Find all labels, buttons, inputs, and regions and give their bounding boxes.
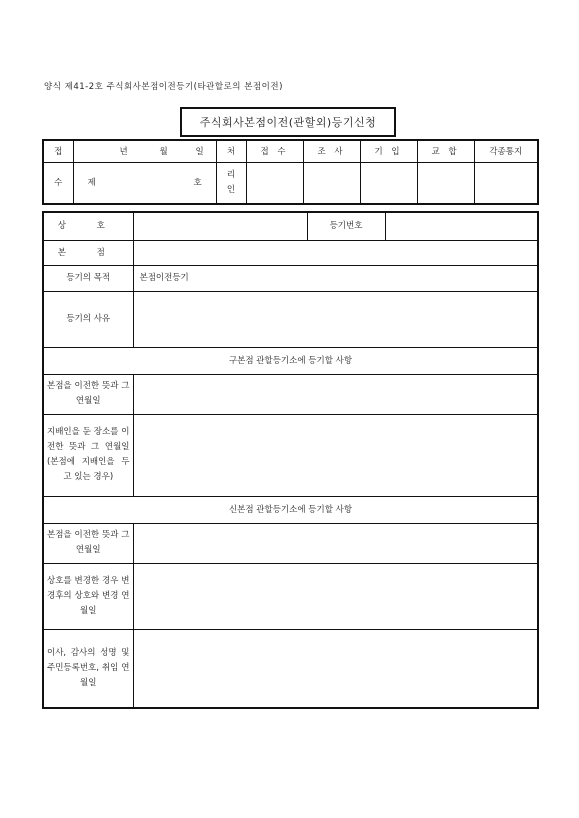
col-jeopsu: 접 수 <box>246 140 303 163</box>
head-office-field[interactable] <box>133 240 538 265</box>
main-table <box>42 211 539 709</box>
form-title <box>180 107 396 137</box>
directors-label: 이사, 감사의 성명 및 주민등록번호, 취임 연월일 <box>43 629 133 708</box>
purpose-label: 등기의 목적 <box>43 265 133 291</box>
col-notice: 각종통지 <box>474 140 538 163</box>
receipt-processing-in: 인 <box>226 185 236 196</box>
manager-move-field[interactable] <box>133 414 538 496</box>
cell-notice[interactable] <box>474 163 538 204</box>
reg-number-label: 등기번호 <box>307 212 385 240</box>
col-josa: 조 사 <box>303 140 360 163</box>
col-gyohap: 교 합 <box>417 140 474 163</box>
receipt-number <box>73 163 216 204</box>
cell-giip[interactable] <box>360 163 417 204</box>
reg-number-field[interactable] <box>385 212 538 240</box>
receipt-ho: 호 <box>193 178 202 189</box>
receipt-day: 일 <box>195 146 204 157</box>
receipt-date <box>73 140 216 163</box>
receipt-su: 수 <box>43 163 73 204</box>
name-change-field[interactable] <box>133 563 538 629</box>
new-move-label: 본점을 이전한 뜻과 그 연월일 <box>43 523 133 563</box>
receipt-year: 년 <box>119 146 128 157</box>
receipt-je: 제 <box>87 178 96 189</box>
receipt-processing-1: 처 <box>216 140 246 163</box>
old-office-section-header: 구본점 관할등기소에 등기할 사항 <box>43 347 538 374</box>
trade-name-label: 상 호 <box>43 212 133 240</box>
col-giip: 기 입 <box>360 140 417 163</box>
form-code: 양식 제41-2호 주식회사본점이전등기(타관할로의 본점이전) <box>44 82 283 92</box>
old-move-label: 본점을 이전한 뜻과 그 연월일 <box>43 374 133 414</box>
purpose-field[interactable]: 본점이전등기 <box>133 265 538 291</box>
receipt-jeop: 접 <box>43 140 73 163</box>
new-move-field[interactable] <box>133 523 538 563</box>
name-change-label: 상호를 변경한 경우 변경후의 상호와 변경 연월일 <box>43 563 133 629</box>
cell-gyohap[interactable] <box>417 163 474 204</box>
directors-field[interactable] <box>133 629 538 708</box>
cell-jeopsu[interactable] <box>246 163 303 204</box>
new-office-section-header: 신본점 관할등기소에 등기할 사항 <box>43 496 538 523</box>
receipt-month: 월 <box>159 146 168 157</box>
receipt-processing-2 <box>216 163 246 204</box>
head-office-label: 본 점 <box>43 240 133 265</box>
receipt-processing-ri: 리 <box>226 170 236 181</box>
trade-name-field[interactable] <box>133 212 307 240</box>
form-title-text: 주식회사본점이전(관할외)등기신청 <box>199 116 377 129</box>
cell-josa[interactable] <box>303 163 360 204</box>
old-move-field[interactable] <box>133 374 538 414</box>
manager-move-label: 지배인을 둔 장소를 이전한 뜻과 그 연월일 (본점에 지배인을 두고 있는 경우) <box>43 414 133 496</box>
reason-field[interactable] <box>133 291 538 347</box>
reason-label: 등기의 사유 <box>43 291 133 347</box>
receipt-table <box>42 139 539 205</box>
